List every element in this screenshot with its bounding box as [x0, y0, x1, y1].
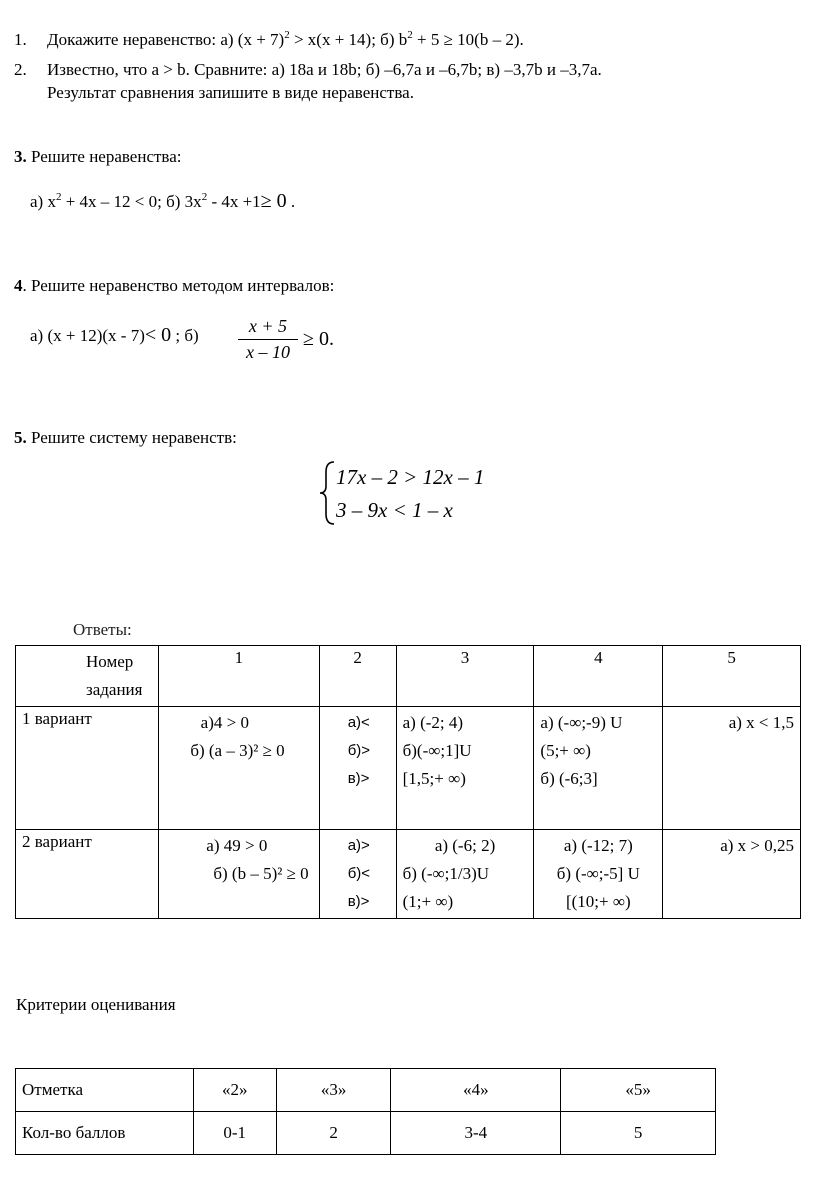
variant-1-col-2-line: а)<: [347, 714, 370, 731]
task-1-text: [47, 30, 524, 50]
variant-2-col-4-line: б) (-∞;-5] U: [556, 864, 640, 883]
task-1-intro: Докажите неравенство: а) (x + 7): [47, 30, 285, 49]
variant-1-col-4: [534, 707, 663, 830]
task-1-exp2: 2: [407, 29, 413, 41]
variant-2-col-3-line: (1;+ ∞): [402, 892, 454, 911]
task-3-b-rest: - 4x +1: [207, 192, 261, 211]
variant-1-col-1-line: а)4 > 0: [200, 713, 249, 732]
variant-1-col-2: [319, 707, 396, 830]
task-1-number: 1.: [14, 30, 27, 49]
answers-row-variant-2: [16, 830, 801, 919]
task-2-line1: Известно, что a > b. Сравните: а) 18a и 18b; б) –6,7a и –6,7b; в) –3,7b и –3,7a.: [47, 60, 602, 79]
variant-1-col-5-line: а) x < 1,5: [728, 713, 794, 732]
task-4-fraction-bar: [238, 339, 298, 340]
variant-1-col-3: [396, 707, 534, 830]
system-brace: [318, 460, 338, 526]
variant-1-col-5: [663, 707, 801, 830]
variant-1-col-2-line: б)>: [347, 742, 371, 759]
task-4-heading: [14, 276, 334, 296]
variant-1-label: 1 вариант: [16, 707, 159, 830]
task-4-a-sign: < 0: [144, 324, 172, 346]
task-5-title: Решите систему неравенств:: [26, 428, 237, 447]
variant-2-col-2-line: б)<: [347, 865, 371, 882]
criteria-points-2: 0-1: [193, 1112, 276, 1155]
header-task-number: Номер задания: [16, 646, 159, 707]
criteria-grade-2: «2»: [193, 1069, 276, 1112]
variant-1-col-3-line: а) (-2; 4): [402, 713, 464, 732]
task-2-line2: Результат сравнения запишите в виде неравенства.: [47, 83, 414, 102]
variant-2-col-5: [663, 830, 801, 919]
criteria-grade-label: Отметка: [16, 1069, 194, 1112]
answers-table: [15, 645, 801, 919]
criteria-points-3: 2: [276, 1112, 391, 1155]
task-5-number: 5.: [14, 428, 27, 447]
variant-2-col-1-line: а) 49 > 0: [206, 836, 268, 855]
variant-1-col-4-line: б) (-6;3]: [540, 769, 598, 788]
header-col-5: 5: [663, 646, 801, 707]
task-3-title: Решите неравенства:: [26, 147, 182, 166]
criteria-row-points: [16, 1112, 716, 1155]
task-4-a-sep: ; б): [171, 326, 199, 345]
variant-2-col-3-line: а) (-6; 2): [434, 836, 496, 855]
variant-1-col-4-line: (5;+ ∞): [540, 741, 591, 760]
task-5-heading: [14, 428, 237, 448]
task-2-number: 2.: [14, 60, 27, 79]
answers-label: Ответы:: [73, 620, 132, 639]
task-4-a: [30, 324, 199, 347]
task-1-tail: + 5 ≥ 10(b – 2).: [412, 30, 524, 49]
variant-2-col-4-line: [(10;+ ∞): [565, 892, 631, 911]
variant-2-col-2-line: а)>: [347, 837, 370, 854]
task-3-b-sign: ≥ 0: [260, 190, 287, 212]
variant-1-col-1: [158, 707, 319, 830]
variant-2-label: 2 вариант: [16, 830, 159, 919]
task-3-heading: [14, 147, 182, 167]
criteria-title: Критерии оценивания: [16, 995, 176, 1014]
variant-2-col-1: [158, 830, 319, 919]
variant-2-col-1-line: б) (b – 5)² ≥ 0: [213, 864, 309, 883]
variant-2-col-4: [534, 830, 663, 919]
system-line-2: 3 – 9x < 1 – x: [336, 498, 453, 522]
variant-1-col-1-line: б) (a – 3)² ≥ 0: [190, 741, 285, 760]
answers-header-row: [16, 646, 801, 707]
task-4-a-text: а) (x + 12)(x - 7): [30, 326, 145, 345]
variant-2-col-2: [319, 830, 396, 919]
task-3-a-exp: 2: [55, 191, 62, 203]
header-col-3: 3: [396, 646, 534, 707]
variant-2-col-4-line: а) (-12; 7): [563, 836, 633, 855]
task-4-fraction-numerator: x + 5: [248, 316, 288, 336]
task-1-mid: > x(x + 14); б) b: [289, 30, 408, 49]
task-3-a-prefix: а) x: [30, 192, 56, 211]
variant-2-col-3-line: б) (-∞;1/3)U: [402, 864, 490, 883]
criteria-grade-5: «5»: [561, 1069, 716, 1112]
answers-row-variant-1: [16, 707, 801, 830]
task-3-b-exp: 2: [201, 191, 208, 203]
variant-2-col-3: [396, 830, 534, 919]
task-1-exp1: 2: [284, 29, 290, 41]
criteria-table: [15, 1068, 716, 1155]
task-4-fraction-denominator: x – 10: [246, 342, 290, 362]
variant-1-col-2-line: в)>: [347, 770, 370, 787]
criteria-points-4: 3-4: [391, 1112, 561, 1155]
variant-2-col-2-line: в)>: [347, 893, 370, 910]
task-3-b-end: .: [286, 192, 296, 211]
criteria-points-label: Кол-во баллов: [16, 1112, 194, 1155]
task-4-number: 4: [14, 276, 23, 295]
task-4-after-fraction: ≥ 0.: [303, 328, 334, 350]
task-4-fraction: [238, 316, 298, 363]
criteria-row-grade: [16, 1069, 716, 1112]
task-3-a-rest: + 4x – 12 < 0; б) 3x: [61, 192, 202, 211]
task-3-number: 3.: [14, 147, 27, 166]
header-col-2: 2: [319, 646, 396, 707]
task-4-title: . Решите неравенство методом интервалов:: [22, 276, 335, 295]
criteria-points-5: 5: [561, 1112, 716, 1155]
variant-1-col-4-line: а) (-∞;-9) U: [540, 713, 623, 732]
header-col-1: 1: [158, 646, 319, 707]
header-col-4: 4: [534, 646, 663, 707]
criteria-grade-3: «3»: [276, 1069, 391, 1112]
variant-2-col-5-line: а) x > 0,25: [720, 836, 794, 855]
system-line-1: 17x – 2 > 12x – 1: [336, 465, 485, 489]
variant-1-col-3-line: [1,5;+ ∞): [402, 769, 466, 788]
variant-1-col-3-line: б)(-∞;1]U: [402, 741, 472, 760]
task-3-expression: [30, 190, 295, 213]
criteria-grade-4: «4»: [391, 1069, 561, 1112]
